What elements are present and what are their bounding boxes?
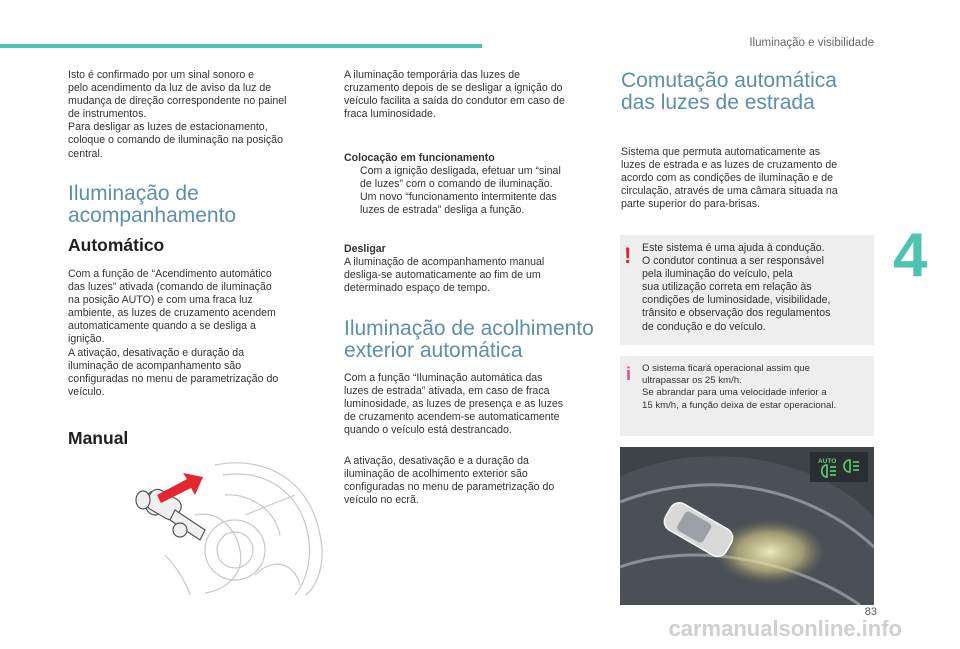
running-header: Iluminação e visibilidade (749, 37, 874, 49)
title-line: exterior automática (344, 339, 523, 362)
text-line: Um novo “funcionamento intermitente das (360, 191, 557, 204)
info-icon: i (626, 364, 632, 384)
text-line: determinado espaço de tempo. (344, 282, 491, 295)
warning-box (620, 235, 874, 345)
text-line: condições de luminosidade, visibilidade, (642, 294, 831, 307)
activation-paragraph (344, 455, 604, 507)
text-line: quando o veículo está destrancado. (344, 424, 512, 437)
text-line: A iluminação de acompanhamento manual (344, 256, 545, 268)
title-line: Iluminação de (68, 182, 199, 205)
text-line: luzes de estrada” ativada, em caso de fraca (344, 385, 550, 398)
text-line: Com a função “Iluminação automática das (344, 372, 543, 384)
list-item (344, 191, 604, 217)
text-line: sua utilização correta em relação às (642, 281, 812, 294)
text-line: na posição AUTO) e com uma fraca luz (68, 294, 253, 307)
text-line: A ativação, desativação e duração da (68, 346, 245, 359)
text-line: veículo facilita a saída do condutor em caso de (344, 95, 565, 108)
text-line: cruzamento depois de se desligar a ignição do (344, 82, 563, 95)
text-line: central. (68, 147, 103, 160)
chapter-number: 4 (893, 221, 928, 290)
bullet-list (344, 165, 604, 217)
heading-manual: Manual (68, 428, 129, 448)
text-line: Este sistema é uma ajuda à condução. (642, 242, 825, 254)
header-accent-bar (0, 44, 482, 48)
text-line: configuradas no menu de parametrização do (344, 481, 555, 494)
auto-label: AUTO (818, 458, 837, 465)
title-line: das luzes de estrada (621, 91, 815, 114)
text-line: de cruzamento acendem-se automaticamente (344, 411, 560, 424)
watermark: carmanualsonline.info (668, 616, 902, 641)
text-line: Sistema que permuta automaticamente as (621, 146, 821, 158)
text-line: desliga-se automaticamente ao fim de um (344, 269, 541, 282)
heading-colocacao: Colocação em funcionamento (344, 152, 495, 164)
heading-desligar: Desligar (344, 243, 386, 255)
text-line: luzes de estrada” desliga a função. (360, 204, 525, 217)
text-line: fraca luminosidade. (344, 108, 436, 121)
text-line: Para desligar as luzes de estacionamento, (68, 121, 268, 134)
text-line: Com a ignição desligada, efetuar um “sinal (360, 165, 561, 177)
text-line: parte superior do para-brisas. (621, 198, 760, 211)
text-line: de luzes” com o comando de iluminação. (360, 178, 553, 191)
arrow-icon (157, 473, 203, 503)
title-line: acompanhamento (68, 204, 237, 227)
acolhimento-paragraph (344, 372, 604, 437)
temporary-light-paragraph (344, 69, 604, 121)
text-line: mudança de direção correspondente no painel (68, 95, 287, 108)
intro-paragraph (68, 69, 328, 161)
text-line: de instrumentos. (68, 108, 147, 121)
list-item (344, 165, 604, 191)
page-number: 83 (864, 606, 877, 618)
text-line: trânsito e observação dos regulamentos (642, 307, 831, 320)
text-line: ambiente, as luzes de cruzamento acendem (68, 307, 276, 320)
text-line: iluminação de acolhimento exterior são (344, 468, 528, 481)
info-text (642, 363, 872, 412)
steering-stalk-illustration (95, 455, 335, 595)
text-line: luminosidade, as luzes de presença e as luzes (344, 398, 564, 411)
warning-icon: ! (624, 243, 632, 268)
text-line: acordo com as condições de iluminação e de (621, 172, 833, 185)
dashboard-indicator-panel (810, 452, 868, 482)
text-line: pela iluminação do veículo, pela (642, 268, 793, 281)
text-line: ultrapassar os 25 km/h. (642, 375, 742, 387)
text-line: coloque o comando de iluminação na posição (68, 134, 283, 147)
text-line: configuradas no menu de parametrização do (68, 372, 279, 385)
text-line: 15 km/h, a função deixa de estar operacional. (642, 399, 837, 411)
section-title-acolhimento (344, 318, 594, 362)
text-line: pelo acendimento da luz de aviso da luz de (68, 82, 272, 95)
text-line: veículo. (68, 385, 105, 398)
text-line: O condutor continua a ser responsável (642, 255, 824, 268)
text-line: circulação, através de uma câmara situada na (621, 185, 838, 198)
text-line: iluminação de acompanhamento são (68, 359, 242, 372)
text-line: A ativação, desativação e a duração da (344, 455, 529, 467)
night-road-illustration (620, 447, 874, 605)
text-line: Com a função de “Acendimento automático (68, 268, 272, 280)
text-line: automaticamente quando a se desliga a (68, 320, 256, 333)
title-line: Iluminação de acolhimento (344, 317, 594, 340)
text-line: veículo no ecrã. (344, 494, 419, 507)
text-line: das luzes” ativada (comando de iluminação (68, 281, 272, 294)
warning-text (642, 242, 870, 334)
heading-automatico: Automático (68, 235, 165, 255)
text-line: O sistema ficará operacional assim que (642, 363, 810, 374)
text-line: de condução e do veículo. (642, 320, 766, 333)
desligar-paragraph (344, 256, 604, 295)
text-line: A iluminação temporária das luzes de (344, 69, 521, 81)
text-line: luzes de estrada e as luzes de cruzamento de (621, 159, 838, 172)
text-line: Isto é confirmado por um sinal sonoro e (68, 69, 255, 81)
section-title-acompanhamento (68, 183, 236, 227)
automatico-paragraph (68, 268, 328, 399)
title-line: Comutação automática (621, 69, 837, 92)
info-box (620, 356, 874, 436)
comutacao-paragraph (621, 146, 883, 211)
text-line: Se abrandar para uma velocidade inferior a (642, 387, 827, 399)
text-line: ignição. (68, 333, 105, 346)
section-title-comutacao (621, 70, 837, 114)
